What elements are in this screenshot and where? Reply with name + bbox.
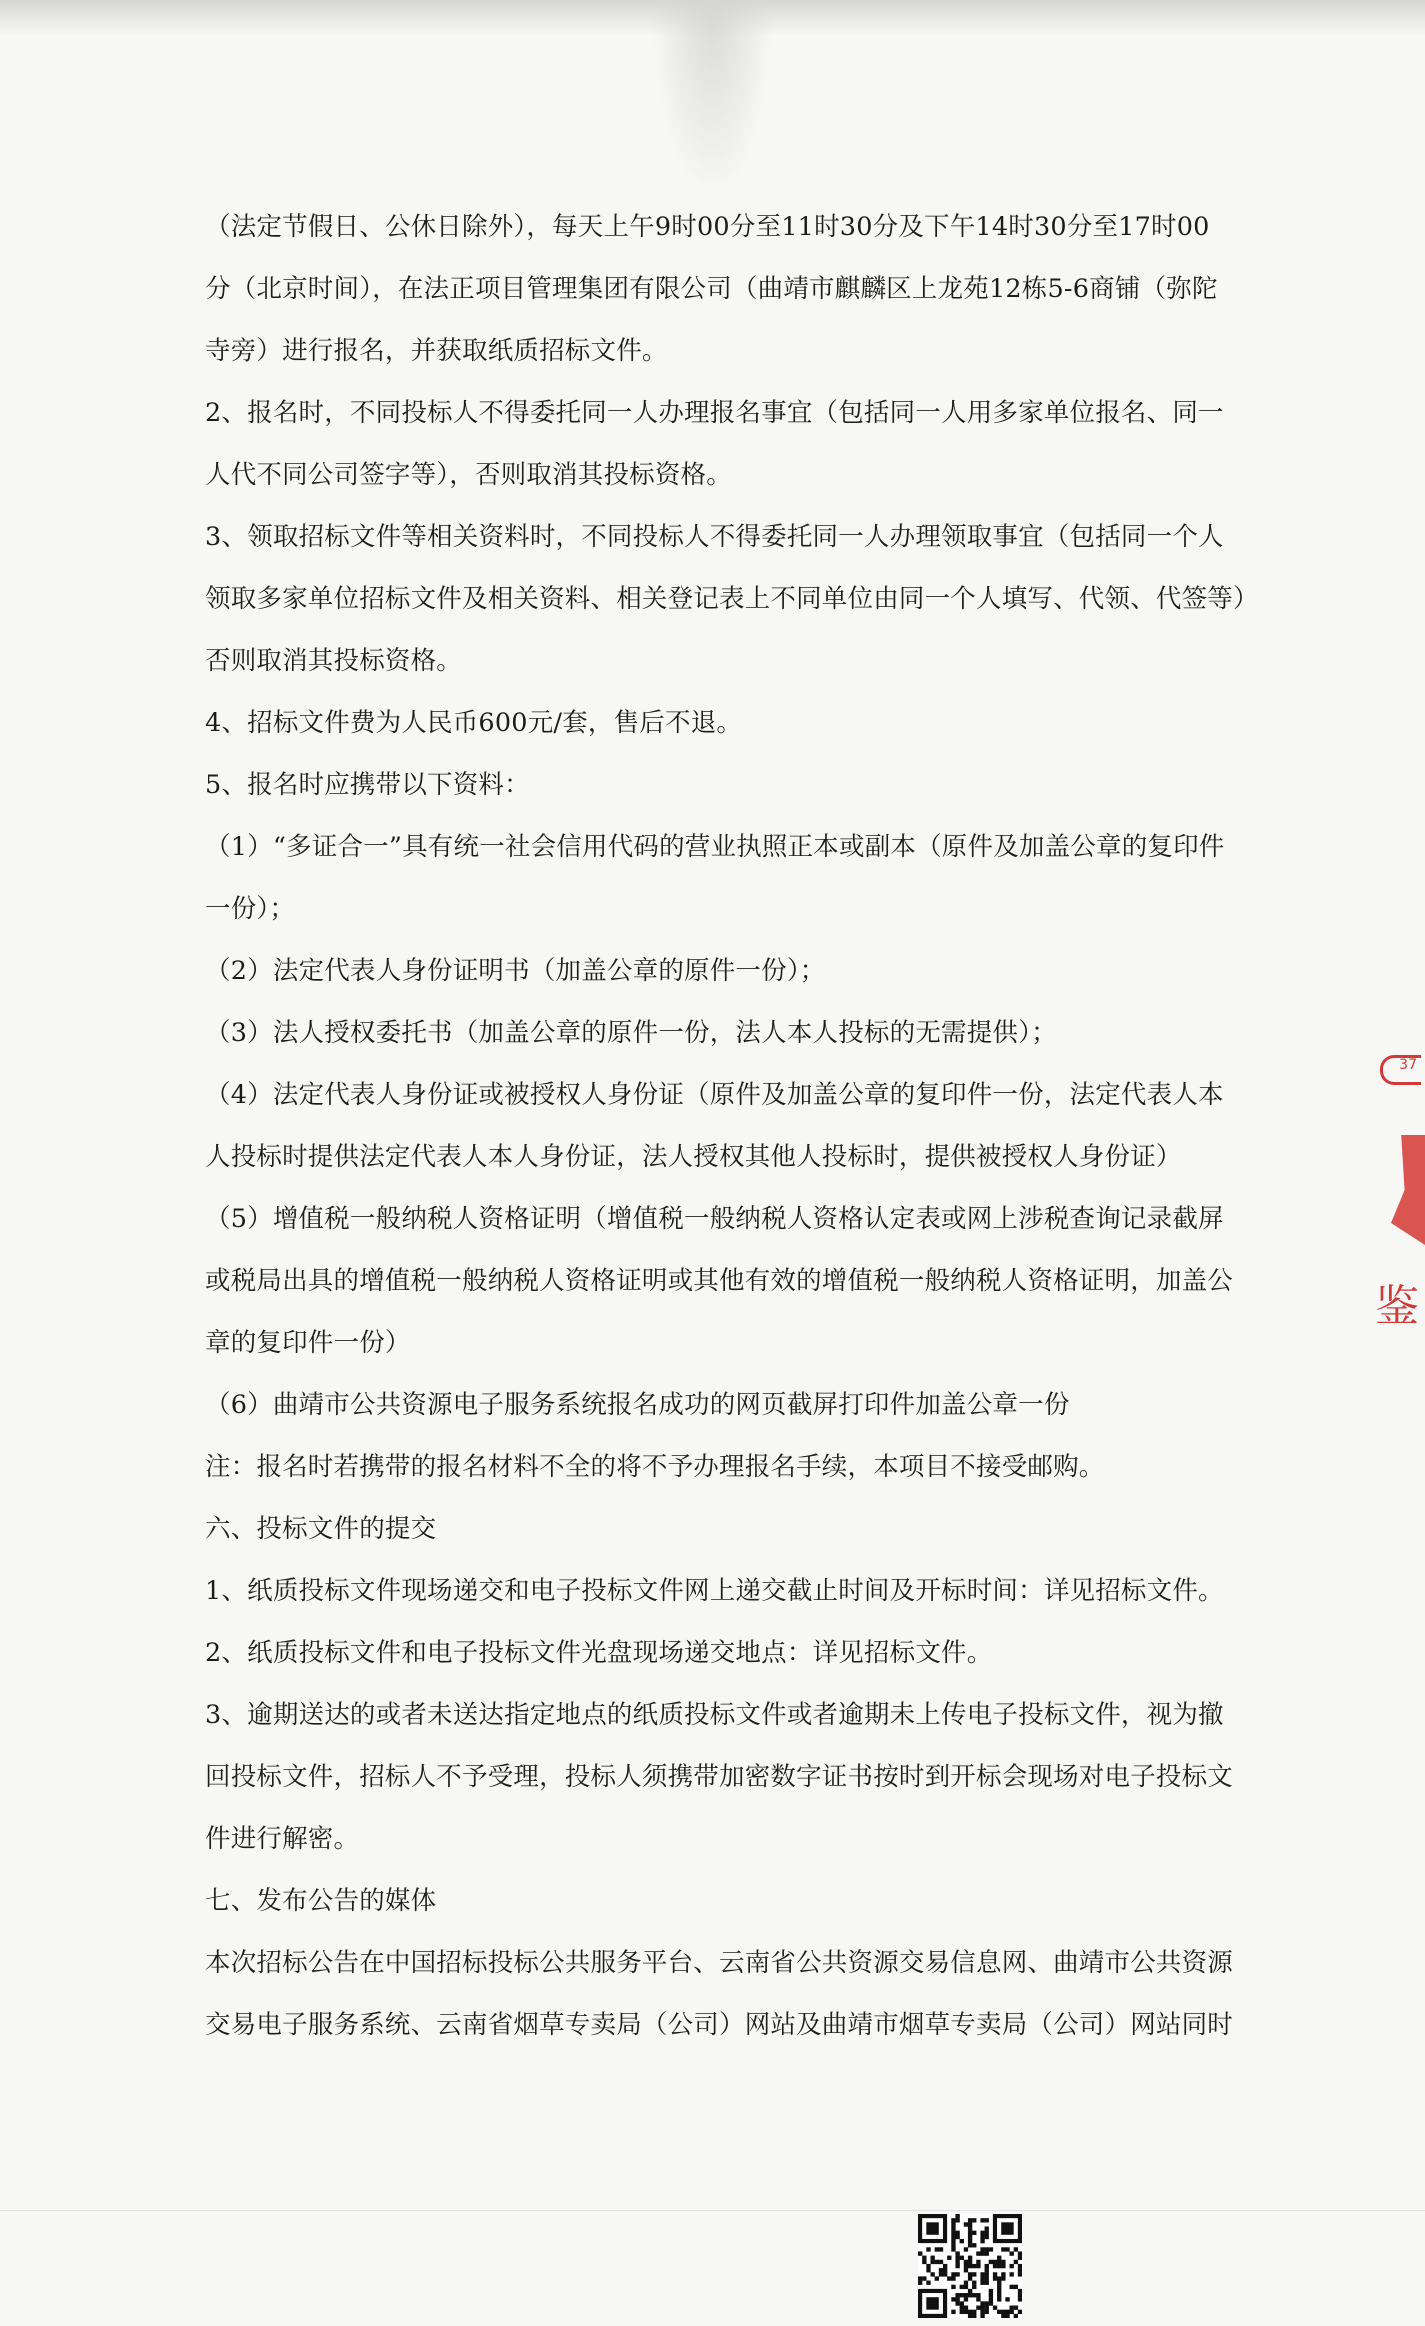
- qr-module: [1010, 2306, 1014, 2310]
- qr-module: [993, 2264, 997, 2268]
- qr-module: [968, 2226, 972, 2230]
- qr-module: [968, 2239, 972, 2243]
- qr-module: [997, 2276, 1001, 2280]
- qr-module: [997, 2256, 1001, 2260]
- qr-module: [968, 2310, 972, 2314]
- qr-module: [972, 2243, 976, 2247]
- text-line: 件进行解密。: [205, 1824, 360, 1854]
- qr-module: [1018, 2272, 1022, 2276]
- qr-module: [985, 2268, 989, 2272]
- qr-module: [939, 2260, 943, 2264]
- text-line: 或税局出具的增值税一般纳税人资格证明或其他有效的增值税一般纳税人资格证明，加盖公: [205, 1266, 1234, 1296]
- qr-module: [985, 2306, 989, 2310]
- qr-module: [964, 2285, 968, 2289]
- qr-module: [980, 2281, 984, 2285]
- qr-module: [985, 2251, 989, 2255]
- qr-module: [955, 2251, 959, 2255]
- qr-module: [943, 2272, 947, 2276]
- qr-module: [968, 2256, 972, 2260]
- qr-module: [980, 2247, 984, 2251]
- seal-partial-text: 37: [1399, 1057, 1417, 1073]
- qr-module: [985, 2276, 989, 2280]
- qr-module: [985, 2281, 989, 2285]
- qr-module: [951, 2226, 955, 2230]
- scan-shadow: [0, 0, 1425, 36]
- text-line: （2）法定代表人身份证明书（加盖公章的原件一份）；: [205, 956, 826, 986]
- qr-module: [939, 2272, 943, 2276]
- qr-module: [926, 2268, 930, 2272]
- qr-module: [1001, 2222, 1013, 2234]
- qr-module: [964, 2281, 968, 2285]
- qr-module: [968, 2289, 972, 2293]
- text-line: （1）“多证合一”具有统一社会信用代码的营业执照正本或副本（原件及加盖公章的复印件: [205, 832, 1225, 862]
- qr-module: [985, 2226, 989, 2230]
- qr-module: [993, 2306, 997, 2310]
- red-seal-stamp: [1375, 1025, 1425, 1355]
- qr-module: [1005, 2310, 1009, 2314]
- qr-module: [997, 2289, 1001, 2293]
- text-line: （6）曲靖市公共资源电子服务系统报名成功的网页截屏打印件加盖公章一份: [205, 1390, 1070, 1420]
- qr-module: [989, 2301, 993, 2305]
- qr-module: [968, 2276, 972, 2280]
- qr-module: [972, 2231, 976, 2235]
- qr-module: [926, 2264, 930, 2268]
- text-line: 分（北京时间），在法正项目管理集团有限公司（曲靖市麒麟区上龙苑12栋5-6商铺（弥陀: [205, 274, 1218, 304]
- qr-module: [989, 2289, 993, 2293]
- qr-module: [1018, 2264, 1022, 2268]
- qr-module: [980, 2272, 984, 2276]
- qr-module: [997, 2293, 1001, 2297]
- qr-module: [997, 2260, 1001, 2264]
- qr-module: [955, 2264, 959, 2268]
- page-bottom-divider: [0, 2210, 1425, 2211]
- text-line: 人代不同公司签字等），否则取消其投标资格。: [205, 460, 732, 490]
- text-line: 1、纸质投标文件现场递交和电子投标文件网上递交截止时间及开标时间：详见招标文件。: [205, 1576, 1224, 1606]
- text-line: （法定节假日、公休日除外），每天上午9时00分至11时30分及下午14时30分至17时00: [205, 212, 1210, 242]
- qr-module: [926, 2222, 938, 2234]
- text-line: （4）法定代表人身份证或被授权人身份证（原件及加盖公章的复印件一份，法定代表人本: [205, 1080, 1224, 1110]
- qr-module: [1001, 2247, 1005, 2251]
- qr-module: [976, 2251, 980, 2255]
- qr-module: [922, 2260, 926, 2264]
- seal-fragment: [1391, 1135, 1425, 1245]
- qr-module: [935, 2276, 939, 2280]
- qr-module: [985, 2301, 989, 2305]
- qr-module: [1001, 2310, 1005, 2314]
- text-line: 寺旁）进行报名，并获取纸质招标文件。: [205, 336, 668, 366]
- qr-module: [968, 2293, 972, 2297]
- qr-module: [1005, 2297, 1009, 2301]
- text-line: 交易电子服务系统、云南省烟草专卖局（公司）网站及曲靖市烟草专卖局（公司）网站同时: [205, 2010, 1234, 2040]
- qr-module: [960, 2306, 964, 2310]
- qr-module: [972, 2264, 976, 2268]
- text-line: 4、招标文件费为人民币600元/套，售后不退。: [205, 708, 743, 738]
- qr-module: [1010, 2251, 1014, 2255]
- qr-module: [951, 2276, 955, 2280]
- qr-module: [943, 2264, 947, 2268]
- qr-module: [980, 2218, 984, 2222]
- qr-module: [1001, 2276, 1005, 2280]
- qr-module: [968, 2231, 972, 2235]
- text-line: 领取多家单位招标文件及相关资料、相关登记表上不同单位由同一个人填写、代领、代签等）: [205, 584, 1259, 614]
- qr-module: [968, 2243, 972, 2247]
- qr-module: [955, 2272, 959, 2276]
- qr-code-icon: [918, 2214, 1022, 2318]
- qr-module: [985, 2272, 989, 2276]
- qr-module: [997, 2264, 1001, 2268]
- qr-module: [980, 2231, 984, 2235]
- qr-module: [1014, 2306, 1018, 2310]
- text-line: 2、纸质投标文件和电子投标文件光盘现场递交地点：详见招标文件。: [205, 1638, 993, 1668]
- qr-module: [980, 2276, 984, 2280]
- qr-module: [935, 2260, 939, 2264]
- qr-module: [997, 2297, 1001, 2301]
- qr-module: [1018, 2297, 1022, 2301]
- qr-module: [1014, 2247, 1018, 2251]
- document-body: [205, 196, 1259, 2056]
- qr-module: [1005, 2314, 1009, 2318]
- qr-module: [993, 2260, 997, 2264]
- qr-module: [997, 2285, 1001, 2289]
- qr-module: [1014, 2314, 1018, 2318]
- qr-module: [1001, 2314, 1005, 2318]
- qr-module: [968, 2260, 972, 2264]
- qr-module: [980, 2251, 984, 2255]
- qr-module: [968, 2218, 972, 2222]
- qr-module: [964, 2260, 968, 2264]
- qr-module: [964, 2306, 968, 2310]
- qr-module: [930, 2272, 934, 2276]
- qr-module: [939, 2268, 943, 2272]
- qr-module: [955, 2260, 959, 2264]
- qr-module: [980, 2235, 984, 2239]
- qr-module: [968, 2235, 972, 2239]
- qr-module: [1010, 2272, 1014, 2276]
- qr-module: [985, 2231, 989, 2235]
- qr-module: [1018, 2289, 1022, 2293]
- text-line: 3、逾期送达的或者未送达指定地点的纸质投标文件或者逾期未上传电子投标文件，视为撤: [205, 1700, 1224, 1730]
- text-line: 2、报名时，不同投标人不得委托同一人办理报名事宜（包括同一人用多家单位报名、同一: [205, 398, 1224, 428]
- qr-module: [972, 2218, 976, 2222]
- qr-module: [939, 2247, 943, 2251]
- qr-module: [993, 2272, 997, 2276]
- section-heading: 六、投标文件的提交: [205, 1514, 437, 1544]
- qr-module: [985, 2235, 989, 2239]
- qr-module: [943, 2268, 947, 2272]
- qr-module: [1005, 2247, 1009, 2251]
- qr-module: [980, 2306, 984, 2310]
- qr-module: [955, 2235, 959, 2239]
- qr-module: [951, 2218, 955, 2222]
- qr-module: [955, 2214, 959, 2218]
- qr-module: [947, 2256, 951, 2260]
- qr-module: [964, 2247, 968, 2251]
- qr-module: [955, 2218, 959, 2222]
- qr-module: [976, 2264, 980, 2268]
- qr-module: [922, 2256, 926, 2260]
- qr-module: [989, 2297, 993, 2301]
- qr-module: [1001, 2272, 1005, 2276]
- qr-module: [968, 2314, 972, 2318]
- qr-module: [1001, 2260, 1005, 2264]
- qr-module: [930, 2256, 934, 2260]
- qr-module: [1010, 2285, 1014, 2289]
- qr-module: [1001, 2264, 1005, 2268]
- qr-module: [964, 2268, 968, 2272]
- text-line: 一份）；: [205, 894, 296, 924]
- text-line: 人投标时提供法定代表人本人身份证，法人授权其他人投标时，提供被授权人身份证）: [205, 1142, 1182, 1172]
- qr-module: [951, 2239, 955, 2243]
- text-line: 5、报名时应携带以下资料：: [205, 770, 530, 800]
- qr-module: [1018, 2251, 1022, 2255]
- qr-module: [972, 2314, 976, 2318]
- qr-module: [960, 2301, 964, 2305]
- qr-module: [926, 2247, 930, 2251]
- qr-module: [955, 2293, 959, 2297]
- qr-module: [972, 2285, 976, 2289]
- qr-module: [964, 2310, 968, 2314]
- qr-module: [918, 2281, 922, 2285]
- qr-module: [926, 2281, 930, 2285]
- qr-module: [1018, 2310, 1022, 2314]
- qr-module: [951, 2272, 955, 2276]
- qr-module: [985, 2247, 989, 2251]
- qr-module: [960, 2285, 964, 2289]
- qr-module: [926, 2297, 938, 2309]
- qr-module: [960, 2256, 964, 2260]
- qr-module: [972, 2310, 976, 2314]
- text-line: 章的复印件一份）: [205, 1328, 411, 1358]
- qr-module: [1018, 2256, 1022, 2260]
- qr-module: [951, 2297, 955, 2301]
- qr-module: [980, 2239, 984, 2243]
- qr-module: [951, 2243, 955, 2247]
- qr-module: [968, 2264, 972, 2268]
- qr-module: [993, 2276, 997, 2280]
- qr-module: [960, 2310, 964, 2314]
- qr-module: [960, 2239, 964, 2243]
- qr-module: [922, 2276, 926, 2280]
- qr-module: [989, 2247, 993, 2251]
- qr-module: [980, 2310, 984, 2314]
- qr-module: [985, 2310, 989, 2314]
- qr-module: [989, 2260, 993, 2264]
- seal-partial-glyph: 鉴: [1375, 1281, 1419, 1332]
- qr-module: [951, 2222, 955, 2226]
- text-line: 本次招标公告在中国招标投标公共服务平台、云南省公共资源交易信息网、曲靖市公共资源: [205, 1948, 1234, 1978]
- qr-module: [968, 2222, 972, 2226]
- qr-module: [989, 2293, 993, 2297]
- qr-module: [1014, 2285, 1018, 2289]
- qr-module: [918, 2276, 922, 2280]
- text-line: （5）增值税一般纳税人资格证明（增值税一般纳税人资格认定表或网上涉税查询记录截屏: [205, 1204, 1224, 1234]
- qr-module: [976, 2260, 980, 2264]
- qr-module: [985, 2264, 989, 2268]
- qr-module: [980, 2314, 984, 2318]
- qr-module: [976, 2306, 980, 2310]
- qr-module: [951, 2285, 955, 2289]
- qr-module: [972, 2281, 976, 2285]
- qr-module: [951, 2231, 955, 2235]
- text-line: 注：报名时若携带的报名材料不全的将不予办理报名手续，本项目不接受邮购。: [205, 1452, 1105, 1482]
- qr-module: [985, 2218, 989, 2222]
- qr-module: [930, 2260, 934, 2264]
- qr-module: [955, 2301, 959, 2305]
- qr-module: [997, 2310, 1001, 2314]
- qr-module: [947, 2276, 951, 2280]
- text-line: 3、领取招标文件等相关资料时，不同投标人不得委托同一人办理领取事宜（包括同一个人: [205, 522, 1224, 552]
- qr-module: [1018, 2268, 1022, 2272]
- qr-module: [955, 2231, 959, 2235]
- qr-module: [951, 2310, 955, 2314]
- qr-module: [968, 2272, 972, 2276]
- qr-module: [1018, 2293, 1022, 2297]
- text-line: （3）法人授权委托书（加盖公章的原件一份，法人本人投标的无需提供）；: [205, 1018, 1057, 1048]
- qr-module: [964, 2293, 968, 2297]
- qr-module: [960, 2293, 964, 2297]
- qr-module: [935, 2247, 939, 2251]
- qr-module: [955, 2297, 959, 2301]
- text-line: 回投标文件，招标人不予受理，投标人须携带加密数字证书按时到开标会现场对电子投标文: [205, 1762, 1234, 1792]
- qr-module: [951, 2247, 955, 2251]
- qr-module: [976, 2297, 980, 2301]
- qr-module: [1014, 2260, 1018, 2264]
- text-line: 否则取消其投标资格。: [205, 646, 463, 676]
- section-heading: 七、发布公告的媒体: [205, 1886, 437, 1916]
- qr-module: [1010, 2264, 1014, 2268]
- qr-module: [918, 2251, 922, 2255]
- qr-module: [951, 2235, 955, 2239]
- qr-module: [955, 2256, 959, 2260]
- qr-module: [1010, 2310, 1014, 2314]
- qr-module: [964, 2297, 968, 2301]
- qr-module: [976, 2293, 980, 2297]
- qr-module: [997, 2281, 1001, 2285]
- qr-module: [964, 2264, 968, 2268]
- qr-module: [980, 2301, 984, 2305]
- qr-module: [964, 2222, 968, 2226]
- qr-module: [972, 2272, 976, 2276]
- qr-module: [972, 2293, 976, 2297]
